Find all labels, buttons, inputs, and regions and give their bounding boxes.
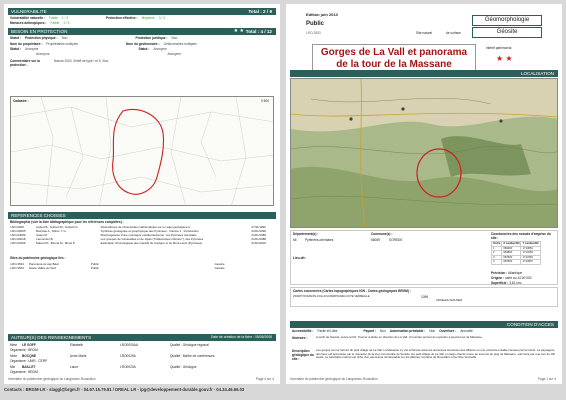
author-row [10,365,274,376]
author-field: Anne-Marie [70,354,87,358]
section-title: LOCALISATION [520,71,554,76]
map-label: Cadastre : [13,99,29,103]
field-value: carte au 1/100 000 [505,276,532,280]
origin-row [491,276,532,280]
section-total: Total : 2 / 9 [248,9,272,14]
coordinates-cell: 1713453 [521,251,540,256]
bibliography-header: Bibliographie (voir la liste bibliographique pour les références complètes) : [10,220,124,224]
coordinates-cell: 684000 [502,246,521,251]
bibliography-cell: Aubert B., Guitard M., Guitard G. [36,225,79,229]
field-label: Itinéraire : [292,336,308,340]
section-title: BESOIN EN PROTECTION [11,29,68,34]
bibliography-cell: Estimation chronologique des massifs du Canigou et de Mont-Louis (Pyrénées) [100,241,203,245]
linked-site-row [9,266,275,270]
field-value: A partir de Sorède, suivre la D2. Tourner à droite en direction de La Vall. Un sentier permet de rejoindre à pied la tour de Massane. [316,335,483,339]
field-label: Cartes concernées (Cartes topographiques IGN - Cartes géologiques BRGM) : [293,289,411,293]
bibliography-cell: Barrolas A., Ollner J. G. [36,229,67,233]
map-scale: 0 500 [261,99,269,103]
topographic-map [290,78,558,228]
department-code: 66 [293,238,297,242]
author-organisation: Organisme : UMR - CERP [10,358,48,363]
bibliography-cell: Masoril D., Brunel M., Morel P. [36,241,76,245]
field-score: 0 / 3 [158,16,165,20]
location-section-header [290,70,558,77]
field-label: Département(s) : [293,232,319,236]
field-value: Propriétaires multiples [46,42,78,46]
bibliography-cell: Laumonier B. [36,237,54,241]
authors-list [10,343,274,376]
field-label: Coordonnées des noeuds d'emprise du site : [491,232,551,241]
coordinates-cell: 3 [492,255,502,260]
commune-code: 66069 [371,238,380,242]
coordinates-cell: 1713453 [521,255,540,260]
field-label: Précision : [491,271,508,275]
linked-site-cell: Géosite [214,266,225,270]
section-total: Total : 4 / 12 [245,29,272,34]
area-row [491,281,522,285]
author-row [10,343,274,354]
author-field: BAILLET [22,365,36,369]
natural-vulnerability-row [10,16,274,20]
department-name: Pyrénées-orientales [305,238,334,242]
bibliography-cell: 07/11/1996 [251,225,266,229]
linked-site-cell: LRO-3534 [10,262,24,266]
field-value: 3,81 km² [509,281,522,285]
footer-text: Inventaire du patrimoine géologique du Languedoc-Roussillon [290,377,378,381]
author-field: LRO0000AA [120,343,138,347]
field-value: Non [429,329,436,333]
heritage-interest-label: intérêt patrimonial [486,46,512,50]
author-field: Qualité : Maître de conférences [170,354,215,358]
access-row [292,329,556,333]
coordinates-header: X Lambert93 [503,242,520,245]
topo-map-ref: 2549OT ROMAN/S-COLLIOU-PERPIGNAN-COTE VERMEILLE [293,295,370,298]
linked-site-cell: Haute Vallée du Tech [29,266,57,270]
field-label: Payant : [363,329,376,333]
section-title: REFERENCES CHOISIES [11,213,66,218]
author-field: Qualité : Géologue régional [170,343,209,347]
field-value: Les gorges sont à l'amont du petit village de La Vall. La Massane s'y est enfoncée dans les anciennes structures des Albères en une profonde entaille creusée par la rivière. La paysagère des lieux est accentuée par le mamelon de la tour communale de Sorède. Du petit village de La Vall, un large chemin mène au sommet du puig de Massane, surmonté par une tour du XIII siècle. Le belvédère naturel est riche d'un panorama remarquable sur les Albères, la plaine du Roussillon et la Côte Vermeille. [316,348,556,360]
bibliography-cell: Dissertations de l'Assemblée mathématique sur un sujet géologique à [100,225,190,229]
author-field: Qualité : Géologue [170,365,197,369]
geo-map-name: ARGELES-SUR-MER [436,299,463,302]
site-title: Gorges de La Vall et panorama de la tour de la Massane [312,44,476,74]
bibliography-cell: LRO-00018 [10,237,26,241]
right-page [286,4,562,384]
author-field: LE GOFF [22,343,36,347]
author-field: BOCQNE [22,354,36,358]
bibliography-cell: 01/01/2002 [251,241,266,245]
author-field: Mle [10,365,16,369]
coordinates-cell: 1 [492,246,502,251]
field-value: Anonyme [167,52,181,56]
field-score: 1 / 3 [61,16,69,20]
category-pill: Géomorphologie [472,15,542,26]
field-value: Natura 2000, Znieff de type I et II, Zico. [54,59,110,63]
linked-site-cell: Public [90,262,99,266]
field-value: Atlantique [508,271,523,275]
site-nature: Site naturel [416,31,433,35]
coordinates-header: Y Lambert93 [522,242,539,245]
cadastre-map-graphic [11,97,274,206]
bibliography-cell: 01/01/1988 [251,237,266,241]
field-label: Superficie : [491,281,509,285]
linked-sites-table [9,262,275,270]
coordinates-cell: 687600 [502,255,521,260]
rating-stars: ★ ★ [233,28,244,34]
field-value: Faible [50,21,60,25]
status-sub-row [10,52,274,56]
author-field: Laure [70,365,79,369]
owner-row [10,42,274,46]
bibliography-cell: LRO-00005 [10,229,26,233]
author-organisation: Organisme : BRGM [10,369,38,374]
edition: Edition juin 2013 [306,12,338,17]
bibliography-cell: Morphogénèse d'une montagne méditerranéenne : les Pyrénées orientales [100,233,197,237]
type-pill: Géosite [472,27,542,38]
page-number: Page 1 sur 4 [537,377,556,381]
author-field: LRO0029A [120,354,136,358]
protection-section-header [8,28,276,35]
linked-sites-header: Sites du patrimoine géologique liés : [10,256,66,260]
geo-map-code: 1096 [421,295,429,299]
field-label: Lieu-dit : [293,256,307,260]
references-section-header [8,212,276,219]
contact-line: Contacts : BRGM-LR - slaggl@brgm.fr - 04.67.15.79.81 / DREAL LR - ipg@developpement-durable.gouv.fr - 04.34.46.66.03 [4,387,245,392]
field-value: Anonyme [153,47,167,51]
linked-site-cell: LRO-3503 [10,266,24,270]
coordinates-cell: 2 [492,251,502,256]
coordinates-cell: 4 [492,260,502,265]
coordinates-cell: 687600 [502,260,521,265]
bibliography-table [9,225,275,245]
field-value: Facile et Libre [317,329,338,333]
bibliography-cell: 01/01/1996 [251,229,266,233]
commune-name: SOREDE [389,238,403,242]
coordinates-cell: 684800 [502,251,521,256]
author-row [10,354,274,365]
coordinates-cell: 1713861 [521,246,540,251]
field-value: Gestionnaires multiples [163,42,197,46]
linked-site-cell: Public [90,266,99,270]
anthropic-threats-row [10,21,274,25]
field-label: Protection juridique : [135,36,168,40]
coordinates-header: Ordre [493,242,501,245]
field-label: Protection effective : [106,16,138,20]
field-label: Protection physique : [24,36,58,40]
creation-date: Date de création de la fiche : 05/05/2008 [210,335,272,339]
field-label: Origine : [491,276,505,280]
section-title: AUTEUR(S) DES RENSEIGNEMENTS [11,335,92,340]
field-value: Non [61,36,68,40]
author-organisation: Organisme : BRGM [10,347,38,352]
field-label: Ouverture : [439,329,457,333]
field-score: 1 / 3 [63,21,70,25]
field-value: Faible [49,16,58,20]
field-value: Annuelle [460,329,473,333]
field-label: Accessibilité : [292,329,314,333]
footer-text: Inventaire du patrimoine géologique du Languedoc-Roussillon [8,377,96,381]
access-section-header [290,321,558,328]
maps-info [290,287,558,307]
coordinates-cell: 1714867 [521,260,540,265]
linked-site-cell: Géosite [214,262,225,266]
field-label: Menaces anthropiques : [10,21,47,25]
field-label: Vulnérabilité naturelle : [10,16,46,20]
field-value: Non [379,329,386,333]
field-label: Statut : [138,47,150,51]
protection-row [10,36,274,40]
field-label: Commune(s) : [371,232,393,236]
field-value: Anonyme [24,47,39,51]
status-row [10,47,274,51]
admin-info [290,230,558,285]
field-label: Commentaire sur la protection : [10,59,40,68]
bibliography-row [9,241,275,245]
author-field: Elisabeth [70,343,84,347]
coordinates-row [492,260,541,265]
topo-map-graphic [291,79,558,228]
field-value: Anonyme [36,52,50,56]
public-label: Public [306,21,325,27]
author-field: Mme [10,354,18,358]
protection-comment-row [10,59,140,67]
left-page [4,4,280,384]
bibliography-cell: Synthèse géologique et géophysique des Pyrénées - Volume 1 : Introduction [100,229,199,233]
section-title: VULNERABILITE [11,9,47,14]
field-label: Statut : [10,47,21,51]
surface-label: de surface [446,31,461,35]
authors-section-header [8,334,276,341]
page-number: Page 4 sur 4 [255,377,274,381]
right-footer [290,377,558,381]
bibliography-cell: LRO-0006 [10,225,24,229]
field-label: Description géologique du site : [292,349,314,362]
site-code: LRO-3553 [306,31,321,35]
bibliography-cell: 01/01/1986 [251,233,266,237]
coordinates-table [491,241,541,265]
field-value: Moyenne [141,16,155,20]
cadastre-map [10,96,274,206]
field-label: Nom du propriétaire : [10,42,43,46]
linked-site-cell: Panorama du cap Béar [29,262,59,266]
bibliography-cell: LRO-04056 [10,233,26,237]
field-label: Autorisation préalable : [389,329,426,333]
author-field: LRO0020A [120,365,136,369]
field-label: Nom du gestionnaire : [125,42,160,46]
bibliography-cell: Les groupes de Canaveilles et de Jujols ("Paléozoïque inférieur"), des Pyrénées [100,237,204,241]
precision-row [491,271,522,275]
field-label: Statut : [10,36,21,40]
field-value: Non [171,36,178,40]
bibliography-cell: Casei M. [36,233,48,237]
left-footer [8,377,276,381]
section-title: CONDITION D'ACCES [506,322,554,327]
author-field: Mme [10,343,18,347]
vulnerability-section-header [8,8,276,15]
bibliography-cell: LRO-00466 [10,241,26,245]
heritage-stars: ★ ★ [496,54,513,63]
